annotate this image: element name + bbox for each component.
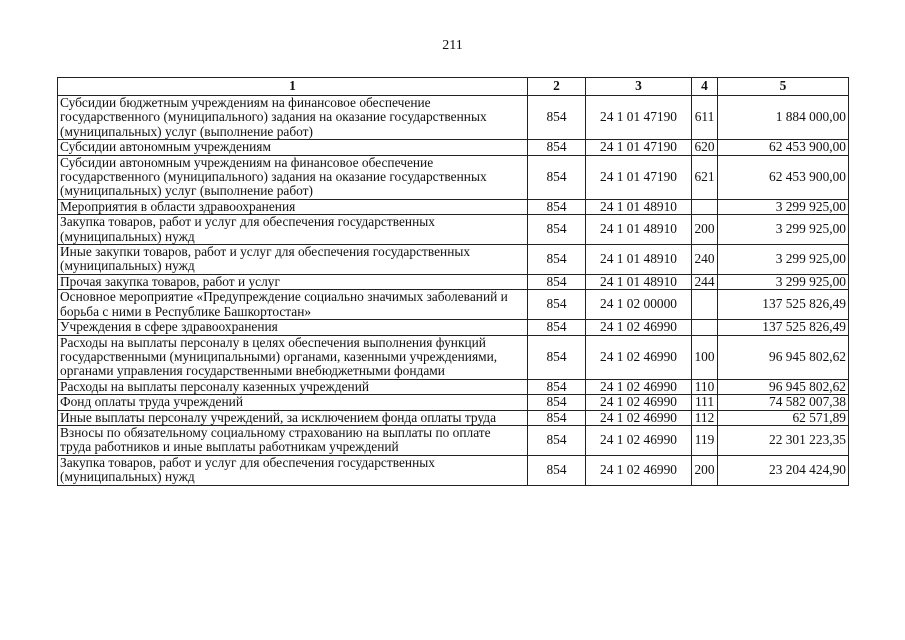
table-row xyxy=(58,410,849,425)
page-number: 211 xyxy=(442,38,463,53)
row-ministry-code: 854 xyxy=(528,335,586,379)
row-target-code: 24 1 02 46990 xyxy=(586,335,692,379)
column-header-3: 3 xyxy=(586,78,692,96)
row-ministry-code: 854 xyxy=(528,155,586,199)
table-row xyxy=(58,290,849,320)
column-header-4: 4 xyxy=(692,78,718,96)
row-amount: 3 299 925,00 xyxy=(718,215,849,245)
table-row xyxy=(58,320,849,335)
row-expense-type xyxy=(692,320,718,335)
row-target-code: 24 1 02 46990 xyxy=(586,395,692,410)
row-ministry-code: 854 xyxy=(528,320,586,335)
row-amount: 62 571,89 xyxy=(718,410,849,425)
row-target-code: 24 1 01 48910 xyxy=(586,274,692,289)
row-name: Фонд оплаты труда учреждений xyxy=(58,395,528,410)
table-row xyxy=(58,455,849,485)
row-amount: 1 884 000,00 xyxy=(718,96,849,140)
row-name: Закупка товаров, работ и услуг для обеспечения государственных (муниципальных) нужд xyxy=(58,215,528,245)
row-amount: 23 204 424,90 xyxy=(718,455,849,485)
row-name: Иные выплаты персоналу учреждений, за исключением фонда оплаты труда xyxy=(58,410,528,425)
row-target-code: 24 1 02 46990 xyxy=(586,320,692,335)
row-target-code: 24 1 01 47190 xyxy=(586,140,692,155)
row-amount: 22 301 223,35 xyxy=(718,425,849,455)
row-ministry-code: 854 xyxy=(528,290,586,320)
row-name: Основное мероприятие «Предупреждение социально значимых заболеваний и борьба с ними в Республике Башкортостан» xyxy=(58,290,528,320)
column-header-1: 1 xyxy=(58,78,528,96)
row-ministry-code: 854 xyxy=(528,455,586,485)
row-target-code: 24 1 02 46990 xyxy=(586,455,692,485)
row-amount: 74 582 007,38 xyxy=(718,395,849,410)
row-target-code: 24 1 01 48910 xyxy=(586,215,692,245)
row-expense-type: 240 xyxy=(692,245,718,275)
row-ministry-code: 854 xyxy=(528,379,586,394)
row-amount: 3 299 925,00 xyxy=(718,245,849,275)
table-row xyxy=(58,395,849,410)
row-target-code: 24 1 02 00000 xyxy=(586,290,692,320)
row-name: Субсидии автономным учреждениям на финансовое обеспечение государственного (муниципального) задания на оказание государственных (муниципальных) услуг (выполнение работ) xyxy=(58,155,528,199)
row-ministry-code: 854 xyxy=(528,395,586,410)
row-name: Расходы на выплаты персоналу казенных учреждений xyxy=(58,379,528,394)
row-expense-type: 200 xyxy=(692,455,718,485)
row-expense-type: 112 xyxy=(692,410,718,425)
row-amount: 137 525 826,49 xyxy=(718,290,849,320)
column-header-5: 5 xyxy=(718,78,849,96)
row-amount: 62 453 900,00 xyxy=(718,140,849,155)
budget-table xyxy=(57,77,849,486)
row-amount: 96 945 802,62 xyxy=(718,379,849,394)
table-row xyxy=(58,215,849,245)
row-amount: 137 525 826,49 xyxy=(718,320,849,335)
row-expense-type: 119 xyxy=(692,425,718,455)
table-body xyxy=(58,96,849,486)
table-row xyxy=(58,199,849,214)
row-name: Взносы по обязательному социальному страхованию на выплаты по оплате труда работников и иные выплаты работникам учреждений xyxy=(58,425,528,455)
row-name: Субсидии автономным учреждениям xyxy=(58,140,528,155)
row-expense-type: 611 xyxy=(692,96,718,140)
row-name: Иные закупки товаров, работ и услуг для обеспечения государственных (муниципальных) нужд xyxy=(58,245,528,275)
table-row xyxy=(58,379,849,394)
row-expense-type: 100 xyxy=(692,335,718,379)
row-target-code: 24 1 02 46990 xyxy=(586,410,692,425)
table-row xyxy=(58,245,849,275)
row-expense-type xyxy=(692,290,718,320)
row-ministry-code: 854 xyxy=(528,245,586,275)
row-target-code: 24 1 02 46990 xyxy=(586,425,692,455)
row-target-code: 24 1 01 47190 xyxy=(586,96,692,140)
row-expense-type: 244 xyxy=(692,274,718,289)
table-row xyxy=(58,155,849,199)
row-expense-type: 110 xyxy=(692,379,718,394)
row-target-code: 24 1 01 47190 xyxy=(586,155,692,199)
row-ministry-code: 854 xyxy=(528,96,586,140)
row-target-code: 24 1 01 48910 xyxy=(586,199,692,214)
row-ministry-code: 854 xyxy=(528,215,586,245)
row-ministry-code: 854 xyxy=(528,274,586,289)
row-amount: 3 299 925,00 xyxy=(718,199,849,214)
row-ministry-code: 854 xyxy=(528,410,586,425)
row-expense-type: 200 xyxy=(692,215,718,245)
row-name: Прочая закупка товаров, работ и услуг xyxy=(58,274,528,289)
row-expense-type: 111 xyxy=(692,395,718,410)
table-row xyxy=(58,96,849,140)
row-name: Мероприятия в области здравоохранения xyxy=(58,199,528,214)
row-ministry-code: 854 xyxy=(528,140,586,155)
table-row xyxy=(58,274,849,289)
table-row xyxy=(58,140,849,155)
row-ministry-code: 854 xyxy=(528,425,586,455)
row-target-code: 24 1 01 48910 xyxy=(586,245,692,275)
row-name: Учреждения в сфере здравоохранения xyxy=(58,320,528,335)
row-amount: 62 453 900,00 xyxy=(718,155,849,199)
row-expense-type: 621 xyxy=(692,155,718,199)
table-row xyxy=(58,335,849,379)
row-ministry-code: 854 xyxy=(528,199,586,214)
row-name: Расходы на выплаты персоналу в целях обеспечения выполнения функций государственными (муниципальными) органами, казенными учреждениями, органами управления государственными внебюджетными фондами xyxy=(58,335,528,379)
row-name: Субсидии бюджетным учреждениям на финансовое обеспечение государственного (муниципального) задания на оказание государственных (муниципальных) услуг (выполнение работ) xyxy=(58,96,528,140)
row-amount: 96 945 802,62 xyxy=(718,335,849,379)
row-target-code: 24 1 02 46990 xyxy=(586,379,692,394)
table-header-row xyxy=(58,78,849,96)
row-amount: 3 299 925,00 xyxy=(718,274,849,289)
row-expense-type: 620 xyxy=(692,140,718,155)
column-header-2: 2 xyxy=(528,78,586,96)
row-expense-type xyxy=(692,199,718,214)
table-row xyxy=(58,425,849,455)
row-name: Закупка товаров, работ и услуг для обеспечения государственных (муниципальных) нужд xyxy=(58,455,528,485)
